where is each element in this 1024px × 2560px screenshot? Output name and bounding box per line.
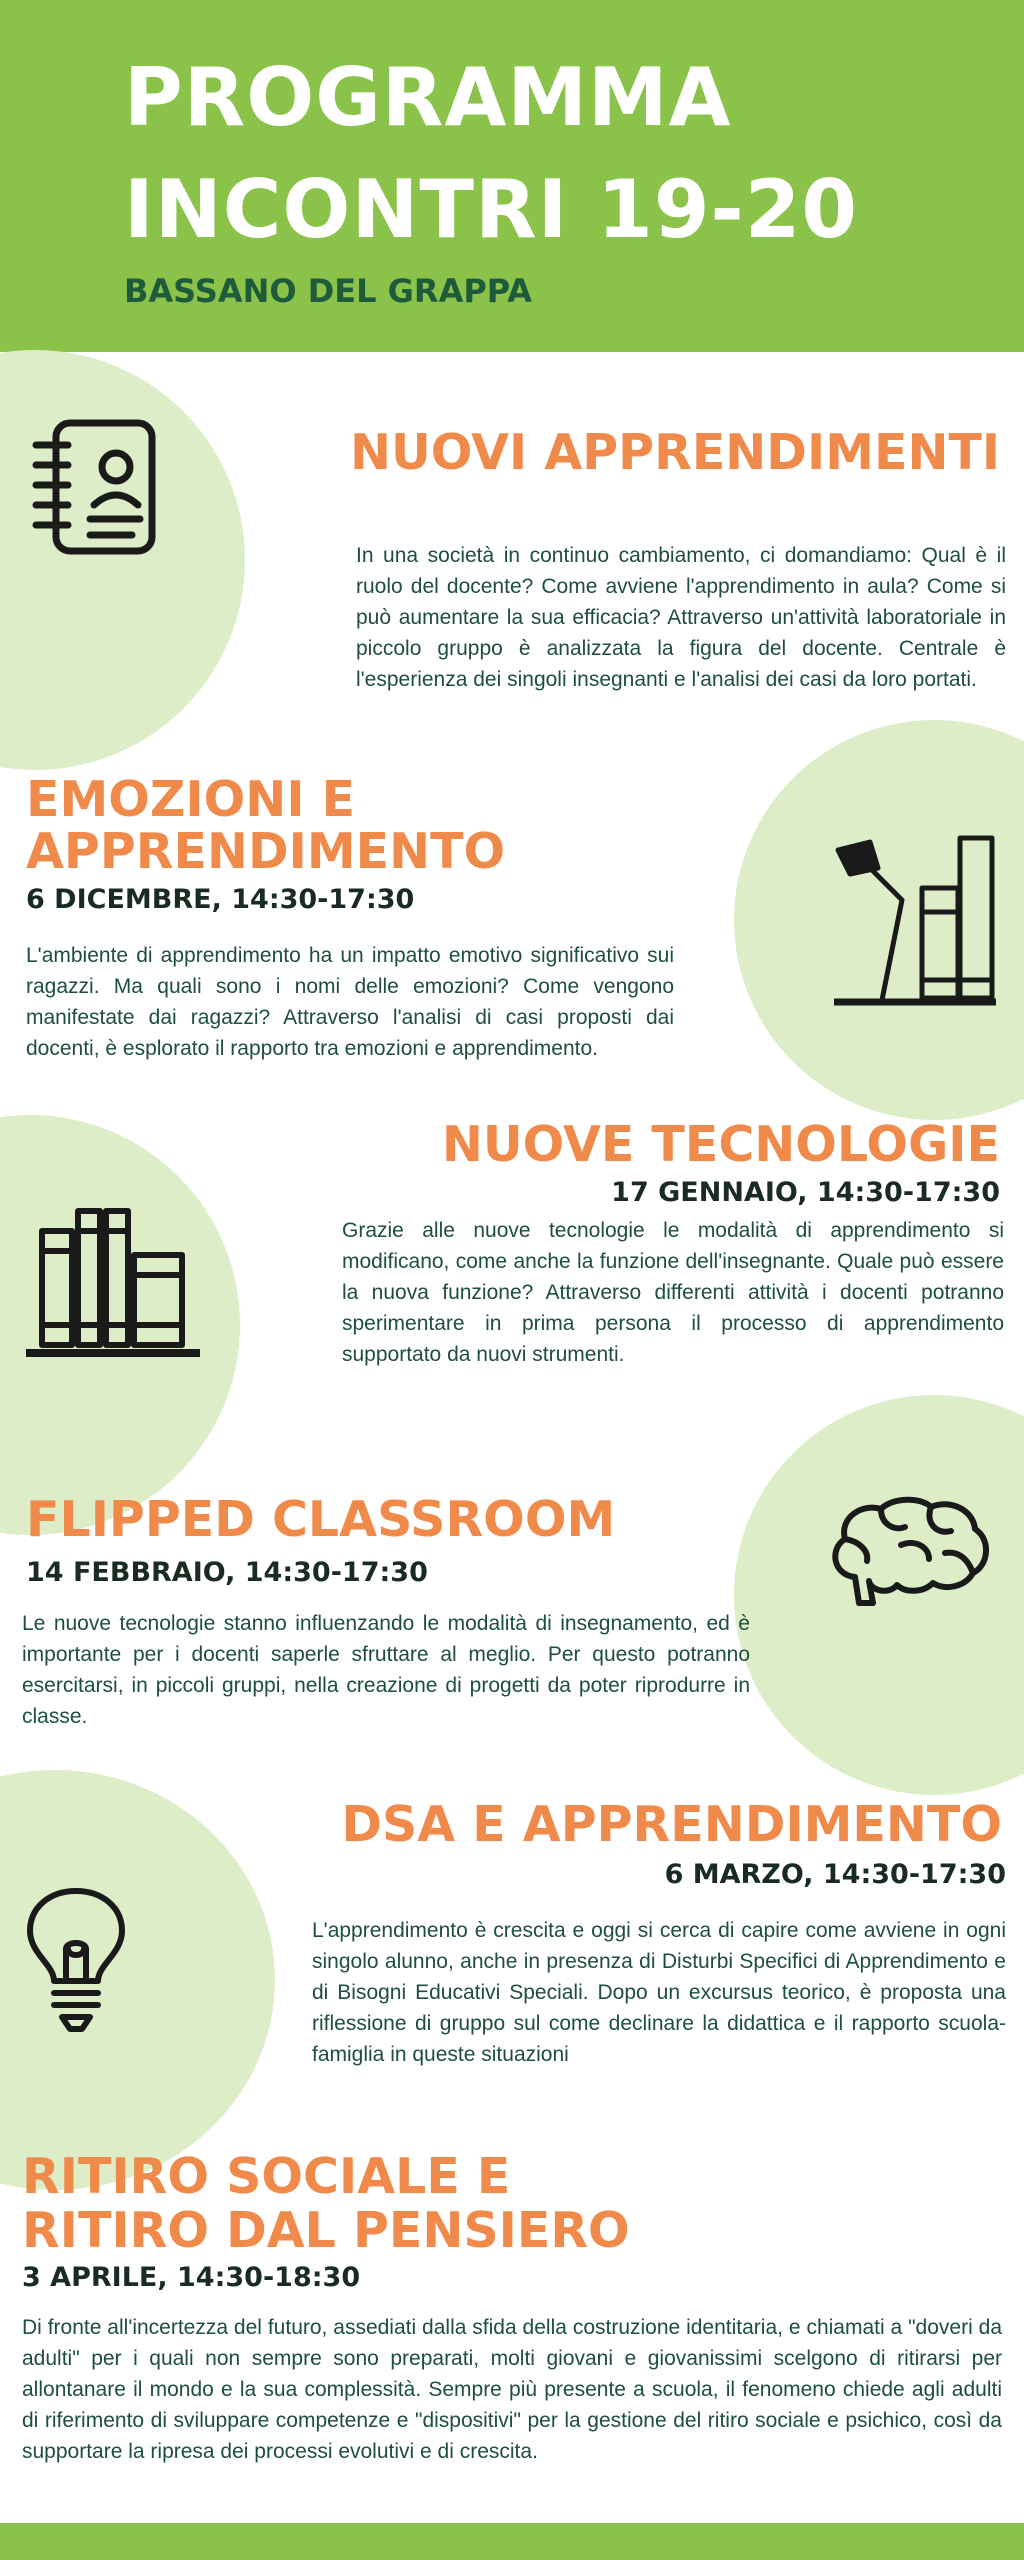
section-date-dsa: 6 MARZO, 14:30-17:30	[664, 1859, 1006, 1890]
decorative-circle	[0, 350, 245, 770]
section-body-ritiro: Di fronte all'incertezza del futuro, assediati dalla sfida della costruzione identitaria, e chiamati a "doveri da adulti" per i quali non sempre sono preparati, molti giovani e giovanissimi scelgono di ritirarsi per allontanare il mondo e la sua complessità. Sempre più presente a scuola, il fenomeno chiede agli adulti di riferimento di sviluppare competenze e "dispositivi" per la gestione del ritiro sociale e psichico, così da supportare la ripresa dei processi evolutivi e di crescita.	[22, 2316, 1002, 2463]
footer-bar	[0, 2523, 1024, 2560]
section-body-flipped-classroom: Le nuove tecnologie stanno influenzando le modalità di insegnamento, ed è importante per i docenti saperle sfruttare al meglio. Per questo potranno esercitarsi, in piccoli gruppi, nella creazione di progetti da poter riprodurre in classe.	[22, 1612, 750, 1728]
section-date-flipped-classroom: 14 FEBBRAIO, 14:30-17:30	[26, 1557, 428, 1588]
section-title-ritiro-line-1: RITIRO SOCIALE E	[22, 2148, 511, 2205]
section-title-emozioni-line-1: EMOZIONI E	[26, 771, 356, 828]
section-body-emozioni: L'ambiente di apprendimento ha un impatto emotivo significativo sui ragazzi. Ma quali sono i nomi delle emozioni? Come vengono manifestate dai ragazzi? Attraverso l'analisi di casi proposti dai docenti, è esplorato il rapporto tra emozioni e apprendimento.	[26, 944, 674, 1060]
notebook-icon	[28, 415, 168, 560]
section-title-nuove-tecnologie: NUOVE TECNOLOGIE	[441, 1116, 1000, 1173]
section-body-nuove-tecnologie: Grazie alle nuove tecnologie le modalità di apprendimento si modificano, come anche la funzione dell'insegnante. Quale può essere la nuova funzione? Attraverso differenti attività i docenti potranno sperimentare in prima persona il processo di apprendimento supportato da nuovi strumenti.	[342, 1219, 1004, 1366]
brain-icon	[825, 1495, 993, 1607]
section-title-flipped-classroom: FLIPPED CLASSROOM	[26, 1491, 616, 1548]
section-title-dsa: DSA E APPRENDIMENTO	[341, 1796, 1002, 1853]
books-icon	[22, 1205, 204, 1361]
section-body-dsa: L'apprendimento è crescita e oggi si cerca di capire come avviene in ogni singolo alunno, anche in presenza di Disturbi Specifici di Apprendimento e di Bisogni Educativi Speciali. Dopo un excursus teorico, è proposta una riflessione di gruppo sul come declinare la didattica e il rapporto scuola-famiglia in queste situazioni	[312, 1919, 1006, 2066]
section-date-ritiro: 3 APRILE, 14:30-18:30	[22, 2262, 361, 2293]
desk-lamp-books-icon	[830, 830, 1000, 1010]
page-title-line-1: PROGRAMMA	[124, 51, 732, 144]
page-title-line-2: INCONTRI 19-20	[124, 163, 859, 256]
section-title-ritiro-line-2: RITIRO DAL PENSIERO	[22, 2202, 630, 2259]
header-banner	[0, 0, 1024, 352]
page-subtitle: BASSANO DEL GRAPPA	[124, 272, 533, 310]
section-title-nuovi-apprendimenti: NUOVI APPRENDIMENTI	[350, 424, 1001, 481]
section-title-emozioni-line-2: APPRENDIMENTO	[26, 823, 506, 880]
lightbulb-icon	[24, 1885, 128, 2035]
section-date-emozioni: 6 DICEMBRE, 14:30-17:30	[26, 884, 415, 915]
section-date-nuove-tecnologie: 17 GENNAIO, 14:30-17:30	[611, 1177, 1000, 1208]
section-body-nuovi-apprendimenti: In una società in continuo cambiamento, ci domandiamo: Qual è il ruolo del docente? Come avviene l'apprendimento in aula? Come si può aumentare la sua efficacia? Attraverso un'attività laboratoriale in piccolo gruppo è analizzata la figura del docente. Centrale è l'esperienza dei singoli insegnanti e l'analisi dei casi da loro portati.	[356, 544, 1006, 691]
